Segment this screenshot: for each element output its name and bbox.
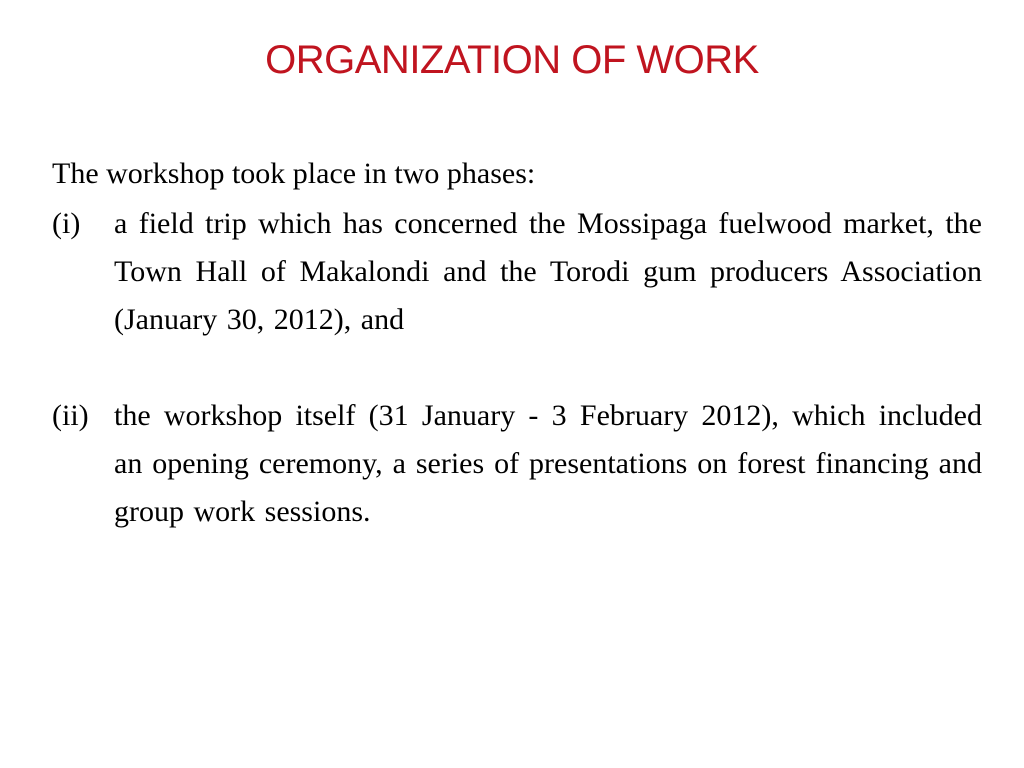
- list-item-number: (i): [52, 207, 81, 240]
- slide-title: ORGANIZATION OF WORK: [265, 38, 759, 82]
- slide-body: [52, 150, 982, 536]
- list-item-number: (ii): [52, 399, 89, 432]
- list-item-text: the workshop itself (31 January - 3 February 2012), which included an opening ceremony, a series of presentations on forest financing and group work sessions.: [114, 399, 982, 528]
- list-item: [52, 392, 982, 536]
- intro-text: The workshop took place in two phases:: [52, 157, 536, 190]
- list-item-text: a field trip which has concerned the Mossipaga fuelwood market, the Town Hall of Makalondi and the Torodi gum producers Association (January 30, 2012), and: [114, 207, 982, 336]
- list-item: [52, 200, 982, 344]
